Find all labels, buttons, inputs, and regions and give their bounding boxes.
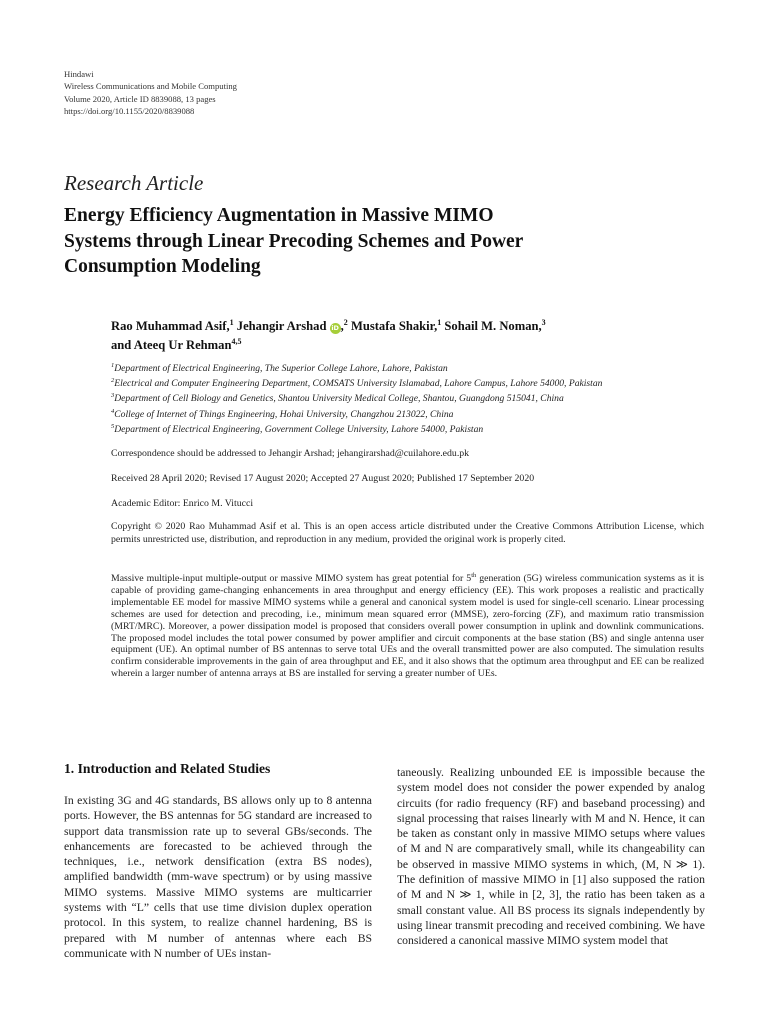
author-affil-sup: 1 xyxy=(229,318,234,327)
author-affil-sup: 1 xyxy=(437,318,442,327)
author-list xyxy=(111,317,711,355)
body-column-right: taneously. Realizing unbounded EE is impossible because the system model does not consider the power expended by analog circuits (for radio frequency (RF) and baseband processing) and signal processing that raises linearly with M and N. Hence, it can be taken as constant only in massive MIMO setups where values of M and N are comparatively small, while its changeability can be observed in massive MIMO systems in which, (M, N ≫ 1). The definition of massive MIMO in [1] also supposed the ration of M and N ≫ 1, while in [2, 3], the ratio has been taken as a small constant value. All BS process its signals independently by using linear transmit precoding and received combining. We have considered a canonical massive MIMO system model that xyxy=(397,766,705,948)
author-line-2 xyxy=(111,336,711,355)
author-affil-sup: 4,5 xyxy=(231,337,242,346)
affiliation-item xyxy=(111,422,602,437)
affiliation-item xyxy=(111,391,602,406)
volume-info: Volume 2020, Article ID 8839088, 13 pages xyxy=(64,93,216,104)
title-line: Consumption Modeling xyxy=(64,256,261,277)
journal-name: Wireless Communications and Mobile Computing xyxy=(64,81,237,92)
academic-editor: Academic Editor: Enrico M. Vitucci xyxy=(111,498,254,509)
affiliation-item xyxy=(111,407,602,422)
title-line: Systems through Linear Precoding Schemes and Power xyxy=(64,230,524,252)
affiliation-number: 1 xyxy=(111,362,115,369)
affiliation-item xyxy=(111,376,602,391)
affiliation-text: Department of Electrical Engineering, The Superior College Lahore, Lahore, Pakistan xyxy=(114,363,448,374)
publication-dates: Received 28 April 2020; Revised 17 August 2020; Accepted 27 August 2020; Published 17 September 2020 xyxy=(111,473,535,484)
section-heading: 1. Introduction and Related Studies xyxy=(64,761,271,776)
journal-header xyxy=(64,68,237,117)
affiliation-number: 2 xyxy=(111,377,115,385)
abstract-text-rest: generation (5G) wireless communication systems as it is capable of providing game-changing enhancements in area throughput and energy efficiency (EE). This work proposes a realistic and practically implementable EE model for massive MIMO systems while a general and canonical system model is used for single-cell scenario. Linear processing schemes are used for detection and precoding, i.e., minimum mean squared error (MMSE), zero-forcing (ZF), and maximum ratio transmission (MRT/MRC). Moreover, a power dissipation model is proposed that considers overall power consumption in uplink and downlink communications. The proposed model includes the total power consumed by power amplifier and circuit components at the base station (BS) and single antenna user equipment (UE). An optimal number of BS antennas to serve total UEs and the overall transmitted power are also computed. The simulation results confirm considerable improvements in the gain of area throughput and EE, and it also shows that the optimum area throughput and EE can be realized wherein a larger number of antenna arrays at BS are installed for serving a greater number of UEs. xyxy=(111,573,704,680)
author-name: Mustafa Shakir, xyxy=(350,319,438,333)
affiliations xyxy=(111,361,602,437)
affiliation-number: 3 xyxy=(111,392,115,400)
abstract-text-start: Massive multiple-input multiple-output or massive MIMO system has great potential for 5 xyxy=(111,573,472,584)
paper-title xyxy=(64,203,624,280)
title-line: Energy Efficiency Augmentation in Massive MIMO xyxy=(64,205,494,226)
affiliation-text: Department of Cell Biology and Genetics, Shantou University Medical College, Shantou, Guangdong 515041, China xyxy=(114,393,564,405)
author-line-1: Rao Muhammad Asif,$^1$ Jehangir Arshad iD ,$^2$ Mustafa Shakir,$^1$ Sohail M. Noman,$^3$ xyxy=(111,318,546,333)
abstract xyxy=(111,573,704,680)
abstract-ordinal-sup: th xyxy=(471,572,477,579)
affiliation-number: 5 xyxy=(111,422,115,430)
author-name: Jehangir Arshad xyxy=(236,319,327,333)
correspondence-note: Correspondence should be addressed to Jehangir Arshad; jehangirarshad@cuilahore.edu.pk xyxy=(111,448,470,459)
author-name: Rao Muhammad Asif, xyxy=(111,319,230,333)
affiliation-text: Department of Electrical Engineering, Government College University, Lahore 54000, Pakistan xyxy=(114,423,484,435)
orcid-icon[interactable]: iD xyxy=(331,324,339,332)
affiliation-text: College of Internet of Things Engineering, Hohai University, Changzhou 213022, China xyxy=(114,408,454,420)
author-name: and Ateeq Ur Rehman xyxy=(111,338,232,352)
author-affil-sup: 2 xyxy=(343,318,348,327)
author-name: Sohail M. Noman, xyxy=(444,319,542,333)
affiliation-text: Electrical and Computer Engineering Department, COMSATS University Islamabad, Lahore Campus, Lahore 54000, Pakistan xyxy=(114,378,603,390)
affiliation-item xyxy=(111,361,602,376)
copyright-notice: Copyright © 2020 Rao Muhammad Asif et al. This is an open access article distributed under the Creative Commons Attribution License, which permits unrestricted use, distribution, and reproduction in any medium, provided the original work is properly cited. xyxy=(111,521,704,546)
affiliation-number: 4 xyxy=(111,407,115,415)
article-type: Research Article xyxy=(64,171,204,195)
doi-link[interactable]: https://doi.org/10.1155/2020/8839088 xyxy=(64,105,195,116)
publisher-name: Hindawi xyxy=(64,69,94,79)
author-affil-sup: 3 xyxy=(541,318,546,327)
body-column-left: In existing 3G and 4G standards, BS allows only up to 8 antenna ports. However, the BS antennas for 5G standard are increased to support data transmission rate up to several GBs/seconds. The enhancements are forecasted to be achieved through the techniques, i.e., network densification (extra BS nodes), amplified bandwidth (mm-wave spectrum) or by using massive MIMO systems. Massive MIMO systems are multicarrier systems with “L” cells that use time division duplex operation protocol. In this system, to realize channel hardening, BS is prepared with M number of antennas where each BS communicate with N number of UEs instan- xyxy=(64,794,372,960)
